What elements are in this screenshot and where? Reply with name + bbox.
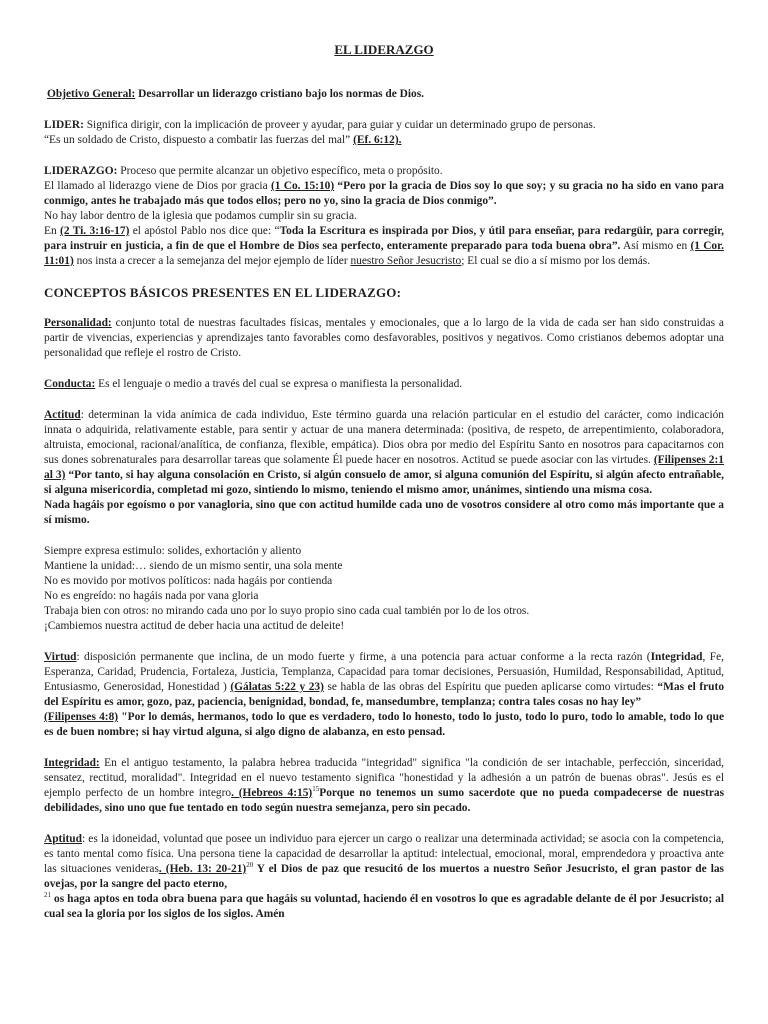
actitud-quote-1: “Por tanto, si hay alguna consolación en Cristo, si algún consuelo de amor, si alguna comunión del Espíritu, si algún afecto entrañable, si alguna misericordia, completad mi gozo, sintiendo lo mismo, teniendo el mismo amor, unánimes, sintiendo una misma cosa. [44, 469, 724, 496]
integridad-label: Integridad: [44, 757, 100, 769]
integridad-text: En el antiguo testamento, la palabra hebrea traducida "integridad" significa "la condición de ser intachable, perfección, sinceridad, sensatez, rectitud, moralidad". Integridad en el nuevo testamento significa "honestidad y la adhesión a un patrón de buenas obras". Jesús es el ejemplo perfecto de un hombre integro [44, 757, 724, 799]
liderazgo-pablo-text: el apóstol Pablo nos dice que: “ [129, 225, 280, 237]
list-item: No es engreído: no hagáis nada por vana gloria [44, 590, 259, 602]
liderazgo-text: Proceso que permite alcanzar un objetivo específico, meta o propósito. [117, 165, 443, 177]
lider-ref: (Ef. 6:12). [353, 134, 402, 146]
list-item: ¡Cambiemos nuestra actitud de deber hacia una actitud de deleite! [44, 620, 345, 632]
aptitud-label: Aptitud [44, 833, 82, 845]
virtud-label: Virtud [44, 651, 77, 663]
liderazgo-ref-1co: (1 Co. 15:10) [270, 180, 335, 192]
objetivo-text: Desarrollar un liderazgo cristiano bajo los normas de Dios. [135, 88, 425, 100]
aptitud-paragraph [44, 832, 724, 922]
actitud-label: Actitud [44, 409, 81, 421]
objetivo-label: Objetivo General: [47, 88, 136, 100]
personalidad-text: conjunto total de nuestras facultades físicas, mentales y emocionales, que a lo largo de la vida de cada ser han sido construidas a partir de vivencias, experiencias y aprendizajes tanto favorables como desfavorables, positivos y negativos. Como cristianos debemos adoptar una personalidad que refleje el rostro de Cristo. [44, 317, 724, 359]
liderazgo-quote-1co: “Pero por la gracia de Dios soy lo que soy; y su gracia no ha sido en vano para conmigo, antes he trabajado más que todos ellos; pero no yo, sino la gracia de Dios conmigo [44, 180, 724, 207]
virtud-text-c: se habla de las obras del Espíritu que pueden aplicarse como virtudes: [323, 681, 658, 693]
aptitud-text: : es la idoneidad, voluntad que posee un individuo para ejercer un cargo o realizar una determinada actividad; se asocia con la competencia, es tanto mental como física. Una persona tiene la capacidad de desarrollar la aptitud: intelectual, emocional, moral, emprendedora y proactiva ante las situaciones venideras [44, 833, 724, 875]
page-title: EL LIDERAZGO [334, 42, 434, 57]
virtud-integridad: Integridad [650, 651, 703, 663]
lider-text: Significa dirigir, con la implicación de proveer y ayudar, para guiar y cuidar un determinado grupo de personas. [83, 119, 596, 131]
verse-number: 21 [44, 891, 51, 900]
conducta-label: Conducta: [44, 378, 96, 390]
verse-number: 15 [312, 785, 320, 794]
liderazgo-labor-text: No hay labor dentro de la iglesia que podamos cumplir sin su gracia. [44, 210, 357, 222]
liderazgo-ref-1cor: (1 Cor. 11:01) [44, 240, 724, 267]
verse-number: 20 [246, 861, 254, 870]
liderazgo-en-text: En [44, 225, 61, 237]
list-item: Mantiene la unidad:… siendo de un mismo sentir, una sola mente [44, 560, 343, 572]
spacer [44, 816, 724, 832]
liderazgo-paragraph [44, 164, 724, 269]
spacer [44, 634, 724, 650]
aptitud-ref: . (Heb. 13: 20-21) [158, 863, 247, 875]
conceptos-heading: CONCEPTOS BÁSICOS PRESENTES EN EL LIDERAZGO: [44, 285, 402, 300]
objetivo-paragraph [44, 87, 724, 102]
lider-label: LIDER: [44, 119, 84, 131]
spacer [44, 740, 724, 756]
spacer [44, 361, 724, 377]
actitud-ref: (Filipenses 2:1 al 3) [44, 454, 724, 481]
virtud-quote-filipenses: "Por lo demás, hermanos, todo lo que es verdadero, todo lo honesto, todo lo justo, todo lo puro, todo lo amable, todo lo que es de buen nombre; si hay virtud alguna, si algo digno de alabanza, en esto pensad. [44, 711, 725, 738]
conducta-paragraph [44, 377, 724, 392]
virtud-paragraph [44, 650, 724, 740]
personalidad-label: Personalidad: [44, 317, 112, 329]
document-page [44, 42, 724, 922]
integridad-ref: . (Hebreos 4:15) [231, 787, 313, 799]
spacer [44, 392, 724, 408]
lider-paragraph [44, 118, 724, 148]
spacer [44, 300, 724, 316]
list-item: Trabaja bien con otros: no mirando cada uno por lo suyo propio sino cada cual también por lo de los otros. [44, 605, 530, 617]
aptitud-quote-21: os haga aptos en toda obra buena para que hagáis su voluntad, haciendo él en vosotros lo que es agradable delante de él por Jesucristo; al cual sea la gloria por los siglos de los siglos. Amén [44, 893, 724, 920]
liderazgo-llamado-text: El llamado al liderazgo viene de Dios por gracia [44, 180, 271, 192]
lider-quote: “Es un soldado de Cristo, dispuesto a combatir las fuerzas del mal” [44, 134, 354, 146]
actitud-paragraph [44, 408, 724, 528]
spacer [44, 102, 724, 118]
integridad-paragraph [44, 756, 724, 816]
virtud-ref-filipenses: (Filipenses 4:8) [44, 711, 119, 723]
spacer [44, 269, 724, 285]
liderazgo-ref-2ti: (2 Ti. 3:16-17) [60, 225, 130, 237]
liderazgo-end-text: ; El cual se dio a sí mismo por los demás. [461, 255, 651, 267]
aptitud-quote-20: Y el Dios de paz que resucitó de los muertos a nuestro Señor Jesucristo, el gran pastor de las ovejas, por la sangre del pacto eterno, [44, 863, 724, 890]
liderazgo-quote-2ti: Toda la Escritura es inspirada por Dios, y útil para enseñar, para redargüir, para corregir, para instruir en justicia, a fin de que el Hombre de Dios sea perfecto, enteramente preparado para toda buena obra”. [44, 225, 724, 252]
virtud-text-a: : disposición permanente que inclina, de un modo fuerte y firme, a una potencia para actuar conforme a la recta razón ( [76, 651, 651, 663]
virtud-ref-galatas: (Gálatas 5:22 y 23) [230, 681, 324, 693]
liderazgo-insta-text: nos insta a crecer a la semejanza del mejor ejemplo de líder [73, 255, 351, 267]
list-item: No es movido por motivos políticos: nada hagáis por contienda [44, 575, 333, 587]
liderazgo-label: LIDERAZGO: [44, 165, 118, 177]
virtud-text-b: , Fe, Esperanza, Caridad, Prudencia, Fortaleza, Justicia, Templanza, Capacidad para tomar decisiones, Persuasión, Humildad, Responsabilidad, Aptitud, Entusiasmo, Generosidad, Honestidad ) [44, 651, 724, 693]
actitud-list [44, 544, 724, 634]
actitud-text: : determinan la vida anímica de cada individuo, Este término guarda una relación particular en el estudio del carácter, como indicación innata o adquirida, relativamente estable, para sentir y actuar de una manera determinada: (positiva, de respeto, de arrepentimiento, colaboradora, altruista, emocional, racional/analítica, de confianza, flexible, empática). Dios obra por medio del Espíritu Santo en nosotros para capacitarnos con sus dones sobrenaturales para desarrollar tareas que solamente Él puede hacer en nosotros. Actitud se puede asociar con las virtudes. [44, 409, 724, 466]
list-item: Siempre expresa estimulo: solides, exhortación y aliento [44, 545, 302, 557]
spacer [44, 148, 724, 164]
personalidad-paragraph [44, 316, 724, 361]
liderazgo-quote-end: ”. [488, 195, 497, 207]
virtud-quote-galatas: “Mas el fruto del Espíritu es amor, gozo, paz, paciencia, benignidad, bondad, fe, mansedumbre, templanza; contra tales cosas no hay ley” [44, 681, 725, 708]
actitud-quote-2: Nada hagáis por egoísmo o por vanagloria, sino que con actitud humilde cada uno de vosotros considere al otro como más importante que a sí mismo. [44, 499, 724, 526]
integridad-quote: Porque no tenemos un sumo sacerdote que no pueda compadecerse de nuestras debilidades, sino uno que fue tentado en todo según nuestra semejanza, pero sin pecado. [44, 787, 725, 814]
liderazgo-jesucristo: nuestro Señor Jesucristo [350, 255, 462, 267]
conducta-text: Es el lenguaje o medio a través del cual se expresa o manifiesta la personalidad. [95, 378, 463, 390]
spacer [44, 528, 724, 544]
liderazgo-asimismo-text: Así mismo en [620, 240, 691, 252]
